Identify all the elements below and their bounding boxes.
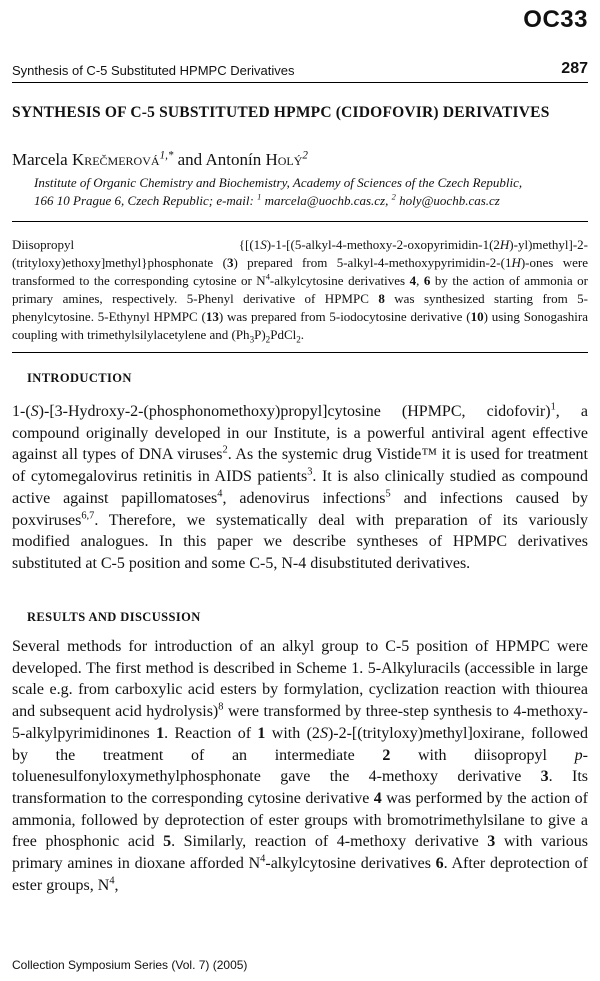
text-run: P) (254, 327, 266, 342)
text-run: . After deprotection of ester groups, N (12, 855, 589, 894)
text-run: 2 (296, 334, 301, 345)
text-run: 4 (409, 273, 417, 288)
page-number: 287 (561, 60, 588, 77)
text-run: with various primary amines in dioxane afforded N (12, 833, 589, 873)
abstract (12, 236, 588, 344)
text-run: 4 (260, 853, 266, 865)
text-run: 3 (226, 255, 234, 270)
text-run: 5 (163, 833, 172, 851)
text-run: 6 (423, 273, 431, 288)
text-run: 2 (222, 445, 228, 457)
text-run: by the action of ammonia or primary amines, respectively. 5-Phenyl derivative of HPMPC (12, 273, 588, 306)
results-heading: RESULTS AND DISCUSSION (27, 610, 201, 624)
text-run: S (319, 724, 328, 742)
email-1-link[interactable]: marcela@uochb.cas.cz (264, 193, 386, 208)
results-paragraph (12, 636, 588, 896)
text-run: 4 (109, 875, 115, 887)
affiliation (34, 174, 588, 210)
author-connector: and (177, 150, 203, 169)
text-run: ) using Sonogashira coupling with trimethylsilylacetylene and (Ph (12, 309, 588, 342)
text-run: 3 (487, 833, 496, 851)
text-run: ) prepared from 5-alkyl-4-methoxypyrimidin-2-(1 (233, 255, 512, 270)
journal-footer: Collection Symposium Series (Vol. 7) (2005) (12, 958, 248, 972)
text-run: 4 (373, 789, 382, 807)
running-header (12, 60, 588, 83)
email-separator: , (385, 193, 392, 208)
author-1-marker: 1,* (159, 149, 174, 162)
text-run: )-2-[(trityloxy)methyl]oxirane, followed by the treatment of an intermediate (12, 724, 588, 764)
text-run: )-yl)methyl]-2-(trityloxy)ethoxy]methyl}phosphonate ( (12, 237, 588, 270)
text-run: and infections caused by poxviruses (12, 489, 588, 529)
text-run: 8 (378, 291, 385, 306)
text-run: 3 (540, 768, 549, 786)
text-run: H (499, 237, 510, 252)
text-run: . Reaction of (164, 724, 258, 742)
text-run: 2 (382, 746, 391, 764)
text-run: -alkylcytosine derivatives (269, 273, 410, 288)
text-run: 1-( (12, 403, 31, 420)
text-run: , adenovirus infections (222, 489, 386, 507)
text-run: 6,7 (81, 510, 95, 522)
text-run: . It is also clinically studied as compound active against papillomatoses (12, 468, 589, 507)
text-run: 2 (265, 334, 271, 345)
text-run: 1 (257, 724, 266, 742)
text-run: with diisopropyl (390, 746, 575, 764)
affiliation-line-1: Institute of Organic Chemistry and Biochemistry, Academy of Sciences of the Czech Republic, (34, 175, 523, 190)
text-run: , a compound originally developed in our Institute, is a powerful antiviral agent effective against all types of DNA viruses (12, 403, 588, 464)
email-2-marker: 2 (391, 191, 396, 202)
text-run: -toluenesulfonyloxymethylphosphonate gave the 4-methoxy derivative (12, 746, 588, 786)
text-run: , (416, 273, 424, 288)
text-run: -alkylcytosine derivatives (265, 855, 436, 873)
text-run: . (300, 327, 305, 342)
author-2-given: Antonín (205, 150, 262, 169)
text-run: was performed by the action of ammonia, followed by deprotection of ester groups with bromotrimethylsilane to give a free phosphonic acid (12, 789, 589, 851)
text-run: 4 (217, 488, 223, 500)
text-run: PdCl (270, 327, 297, 342)
text-run: p (574, 746, 583, 764)
text-run: S (260, 237, 267, 252)
text-run: S (30, 403, 39, 420)
text-run: 1 (550, 401, 556, 413)
affiliation-line-2 (34, 192, 588, 210)
text-run: Several methods for introduction of an alkyl group to C-5 position of HPMPC were developed. The first method is described in Scheme 1. 5-Alkyluracils (accessible in large scale e.g. from carboxylic acid esters by formylation, cyclization reaction with thiourea and subsequent acid hydrolysis) (12, 638, 588, 721)
author-1-family: Krečmerová (71, 150, 160, 169)
text-run: )-ones were transformed to the corresponding cytosine or N (12, 255, 588, 288)
affiliation-address: 166 10 Prague 6, Czech Republic; e-mail: (34, 193, 258, 208)
text-run: was synthesized starting from 5-phenylcytosine. 5-Ethynyl HPMPC ( (12, 291, 588, 324)
author-line (12, 150, 588, 170)
author-1-given: Marcela (12, 150, 68, 169)
author-2-marker: 2 (302, 149, 308, 162)
text-run: ) was prepared from 5-iodocytosine derivative ( (218, 309, 471, 324)
text-run: H (511, 255, 521, 270)
email-1-marker: 1 (257, 191, 262, 202)
text-run: . Similarly, reaction of 4-methoxy derivative (171, 833, 488, 851)
divider-abstract (12, 352, 588, 353)
abstract-code-badge: OC33 (523, 6, 588, 33)
introduction-heading: INTRODUCTION (27, 371, 132, 385)
text-run: 6 (435, 855, 444, 873)
author-2-family: Holý (265, 150, 303, 169)
text-run: 10 (470, 309, 484, 324)
text-run: were transformed by three-step synthesis to 4-methoxy-5-alkylpyrimidinones (12, 703, 588, 742)
text-run: . Its transformation to the corresponding cytosine derivative (12, 768, 589, 807)
text-run: , (114, 876, 119, 894)
divider-top (12, 221, 588, 222)
running-header-title: Synthesis of C-5 Substituted HPMPC Derivatives (12, 63, 295, 78)
text-run: 5 (385, 488, 391, 500)
text-run: 3 (249, 334, 255, 345)
text-run: 8 (218, 701, 224, 713)
text-run: 4 (265, 271, 270, 282)
text-run: . As the systemic drug Vistide™ it is used for treatment of cytomegalovirus retinitis in AIDS patients (12, 446, 589, 486)
text-run: with (2 (265, 724, 320, 742)
text-run: Diisopropyl {[(1 (12, 237, 261, 252)
text-run: )-[3-Hydroxy-2-(phosphonomethoxy)propyl]cytosine (HPMPC, cidofovir) (38, 403, 551, 420)
text-run: 1 (156, 724, 165, 742)
text-run: . Therefore, we systematically deal with preparation of its variously modified analogues. In this paper we describe syntheses of HPMPC derivatives substituted at C-5 position and some C-5, N-4 disubstituted derivatives. (12, 511, 588, 572)
paper-title: SYNTHESIS OF C-5 SUBSTITUTED HPMPC (CIDOFOVIR) DERIVATIVES (12, 104, 550, 121)
text-run: 13 (205, 309, 219, 324)
email-2-link[interactable]: holy@uochb.cas.cz (399, 193, 500, 208)
introduction-paragraph (12, 401, 588, 575)
text-run: )-1-[(5-alkyl-4-methoxy-2-oxopyrimidin-1(2 (266, 237, 500, 252)
text-run: 3 (307, 466, 313, 478)
